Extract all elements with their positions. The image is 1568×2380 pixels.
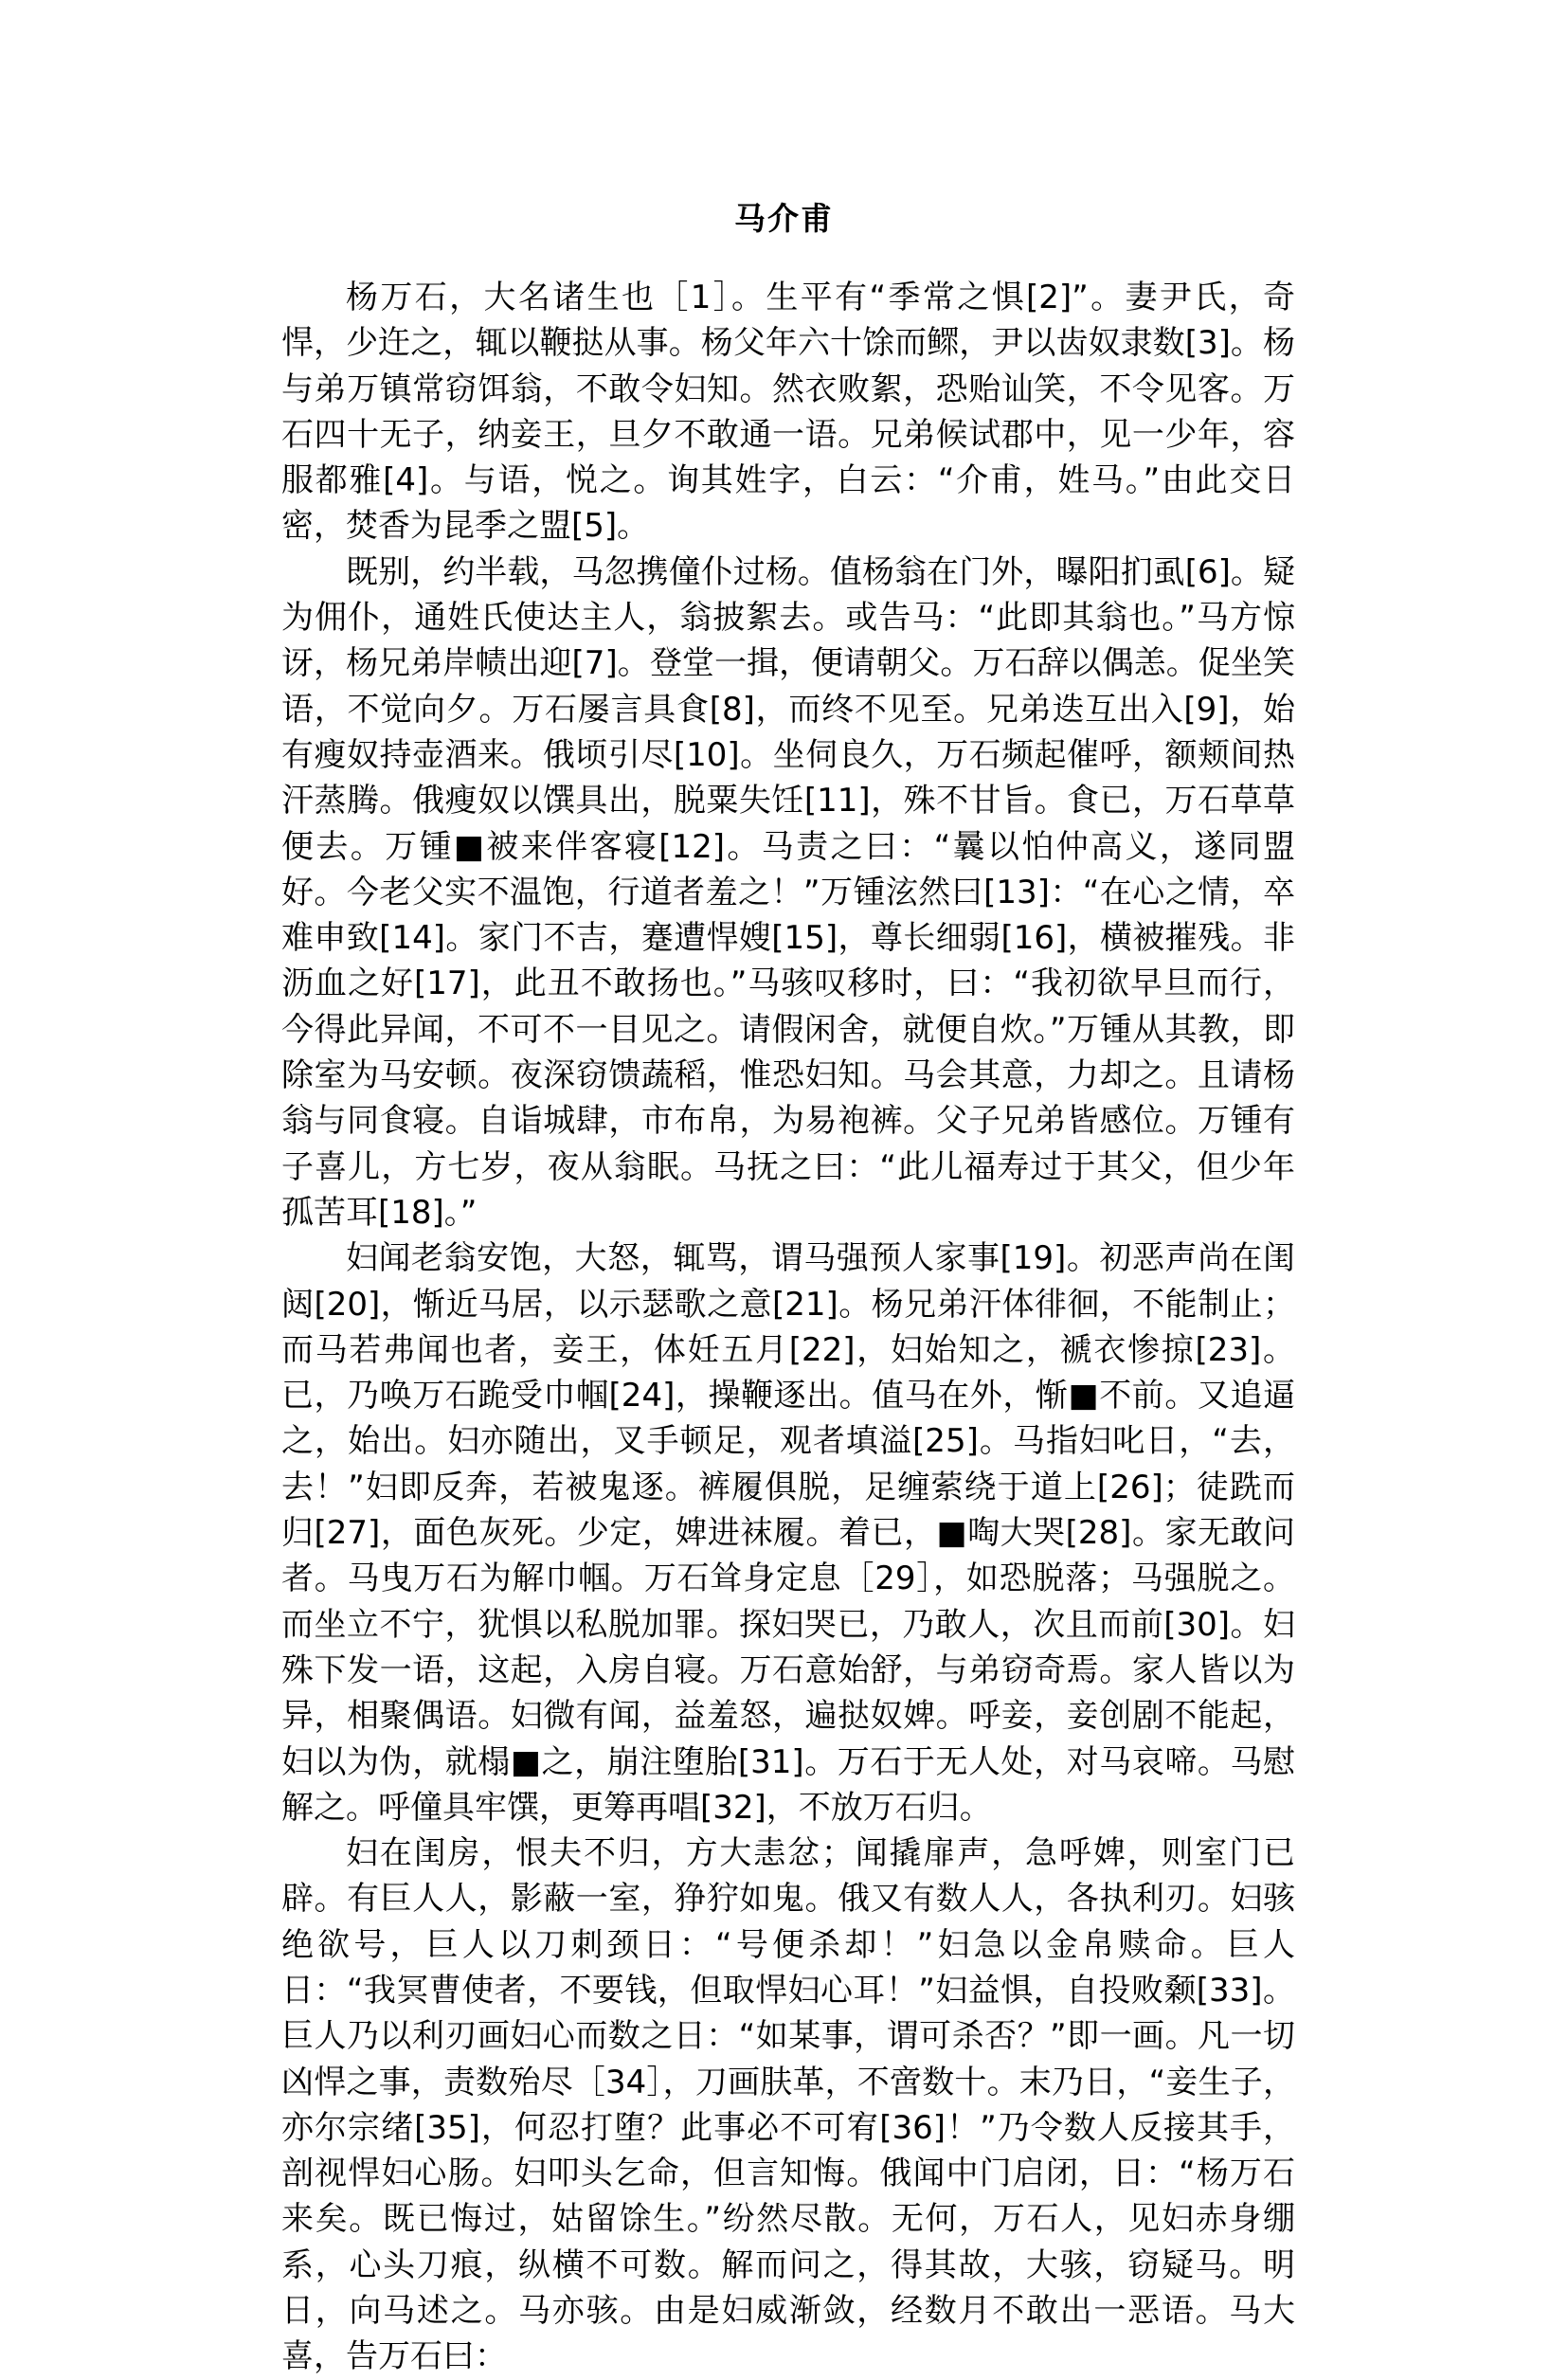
paragraph: 妇闻老翁安饱，大怒，辄骂，谓马强预人家事[19]。初恶声尚在闺闼[20]，惭近马居，以示瑟歌之意[21]。杨兄弟汗体徘徊，不能制止；而马若弗闻也者，妾王，体妊五月[22]，妇始知之，褫衣惨掠[23]。已，乃唤万石跪受巾帼[24]，操鞭逐出。值马在外，惭■不前。又追逼之，始出。妇亦随出，叉手顿足，观者填溢[25]。马指妇叱日，“去，去！”妇即反奔，若被鬼逐。裤履俱脱，足缠萦绕于道上[26]；徒跣而归[27]，面色灰死。少定，婢进袜履。着已，■啕大哭[28]。家无敢问者。马曳万石为解巾帼。万石耸身定息［29］，如恐脱落；马强脱之。而坐立不宁，犹惧以私脱加罪。探妇哭已，乃敢人，次且而前[30]。妇殊下发一语，这起，入房自寝。万石意始舒，与弟窃奇焉。家人皆以为异，相聚偶语。妇微有闻，益羞怒，遍挞奴婢。呼妾，妾创剧不能起，妇以为伪，就榻■之，崩注堕胎[31]。万石于无人处，对马哀啼。马慰解之。呼僮具牢馔，更筹再唱[32]，不放万石归。 <box>281 1239 1295 1827</box>
document-title: 马介甫 <box>734 200 834 237</box>
paragraph: 杨万石，大名诸生也［1］。生平有“季常之惧[2]”。妻尹氏，奇悍，少迕之，辄以鞭挞从事。杨父年六十馀而鳏，尹以齿奴隶数[3]。杨与弟万镇常窃饵翁，不敢令妇知。然衣败絮，恐贻讪笑，不令见客。万石四十无子，纳妾王，旦夕不敢通一语。兄弟候试郡中，见一少年，容服都雅[4]。与语，悦之。询其姓字，白云：“介甫，姓马。”由此交日密，焚香为昆季之盟[5]。 <box>281 279 1295 546</box>
document-body <box>281 275 1295 2380</box>
paragraph: 妇在闺房，恨夫不归，方大恚忿；闻撬扉声，急呼婢，则室门已辟。有巨人人，影蔽一室，狰狞如鬼。俄又有数人人，各执利刃。妇骇绝欲号，巨人以刀刺颈日：“号便杀却！”妇急以金帛赎命。巨人日：“我冥曹使者，不要钱，但取悍妇心耳！”妇益惧，自投败颡[33]。巨人乃以利刃画妇心而数之日：“如某事，谓可杀否？”即一画。凡一切凶悍之事，责数殆尽［34］，刀画肤革，不啻数十。末乃日，“妾生子，亦尔宗绪[35]，何忍打堕？此事必不可宥[36]！”乃令数人反接其手，剖视悍妇心肠。妇叩头乞命，但言知悔。俄闻中门启闭，日：“杨万石来矣。既已悔过，姑留馀生。”纷然尽散。无何，万石人，见妇赤身绷系，心头刀痕，纵横不可数。解而问之，得其故，大骇，窃疑马。明日，向马述之。马亦骇。由是妇威渐敛，经数月不敢出一恶语。马大喜，告万石曰： <box>281 1834 1295 2376</box>
paragraph: 既别，约半载，马忽携僮仆过杨。值杨翁在门外，曝阳扪虱[6]。疑为佣仆，通姓氏使达主人，翁披絮去。或告马：“此即其翁也。”马方惊讶，杨兄弟岸帻出迎[7]。登堂一揖，便请朝父。万石辞以偶恙。促坐笑语，不觉向夕。万石屡言具食[8]，而终不见至。兄弟迭互出入[9]，始有瘦奴持壶酒来。俄顷引尽[10]。坐伺良久，万石频起催呼，额颊间热汗蒸腾。俄瘦奴以馔具出，脱粟失饪[11]，殊不甘旨。食已，万石草草便去。万锺■被来伴客寝[12]。马责之曰：“曩以怕仲高义，遂同盟好。今老父实不温饱，行道者羞之！”万锺泫然曰[13]：“在心之情，卒难申致[14]。家门不吉，蹇遭悍嫂[15]，尊长细弱[16]，横被摧残。非沥血之好[17]，此丑不敢扬也。”马骇叹移时，曰：“我初欲早旦而行，今得此异闻，不可不一目见之。请假闲舍，就便自炊。”万锺从其教，即除室为马安顿。夜深窃馈蔬稻，惟恐妇知。马会其意，力却之。且请杨翁与同食寝。自诣城肆，市布帛，为易袍裤。父子兄弟皆感位。万锺有子喜儿，方七岁，夜从翁眠。马抚之曰：“此儿福寿过于其父，但少年孤苦耳[18]。” <box>281 552 1295 1232</box>
